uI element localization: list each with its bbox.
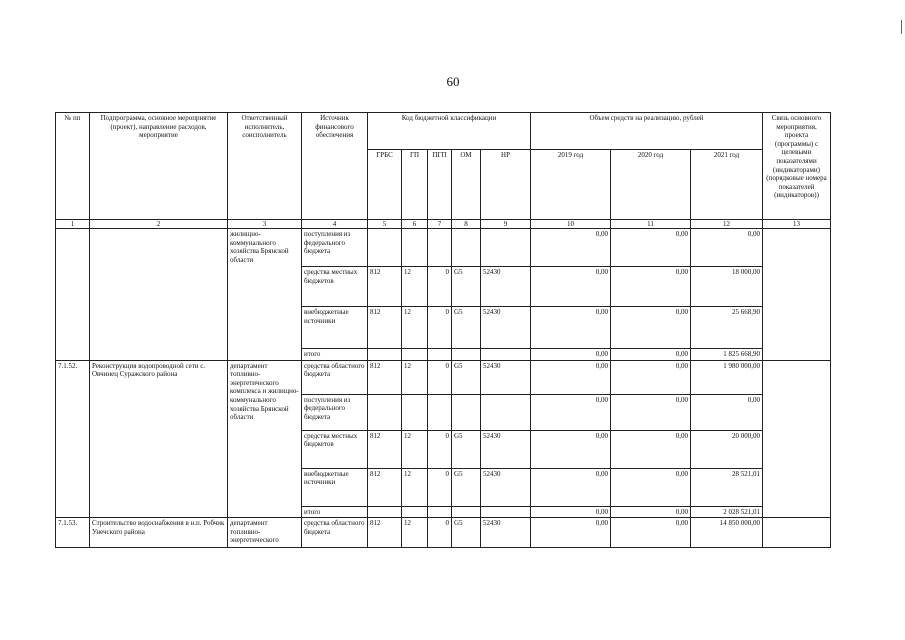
grbs-cell: 812: [368, 267, 402, 307]
scan-edge-mark: [901, 20, 902, 34]
column-number: 5: [368, 220, 402, 229]
header-name: Подпрограмма, основное мероприятие (проект), направление расходов, мероприятие: [90, 113, 228, 220]
empty-cell: [402, 506, 428, 518]
row-name-cell: Реконструкция водопроводной сети с. Овчинец Суражского района: [90, 360, 228, 518]
indicator-link-cell: [763, 229, 831, 361]
nr-cell: 52430: [481, 267, 531, 307]
column-number: 8: [452, 220, 481, 229]
om-cell: G5: [452, 430, 481, 468]
column-number: 9: [481, 220, 531, 229]
indicator-link-cell: [763, 360, 831, 518]
grbs-cell: 812: [368, 468, 402, 506]
value-2020: 0,00: [611, 229, 691, 267]
source-cell: поступления из федерального бюджета: [302, 394, 368, 430]
responsible-cell: департамент топливно-энергетического: [228, 518, 302, 548]
om-cell: G5: [452, 468, 481, 506]
column-number: 10: [531, 220, 611, 229]
gp-cell: 12: [402, 307, 428, 349]
pgp-cell: 0: [428, 468, 452, 506]
value-2021: 18 000,00: [691, 267, 763, 307]
column-number: 6: [402, 220, 428, 229]
total-2021: 1 825 668,90: [691, 349, 763, 361]
column-number: 13: [763, 220, 831, 229]
value-2019: 0,00: [531, 307, 611, 349]
row-num-cell: [56, 229, 90, 361]
total-2021: 2 028 521,01: [691, 506, 763, 518]
total-2019: 0,00: [531, 349, 611, 361]
header-nr: НР: [481, 150, 531, 220]
column-number: 1: [56, 220, 90, 229]
header-year-2021: 2021 год: [691, 150, 763, 220]
total-label: итого: [302, 506, 368, 518]
header-year-2020: 2020 год: [611, 150, 691, 220]
gp-cell: [402, 229, 428, 267]
column-number: 12: [691, 220, 763, 229]
header-indicator-link: Связь основного мероприятия, проекта (программы) с целевыми показателями (индикаторами) (порядковые номера показателей (индикаторов)): [763, 113, 831, 220]
source-cell: средства местных бюджетов: [302, 267, 368, 307]
table-row: [56, 360, 831, 394]
value-2020: 0,00: [611, 468, 691, 506]
pgp-cell: 0: [428, 267, 452, 307]
pgp-cell: 0: [428, 307, 452, 349]
gp-cell: [402, 394, 428, 430]
header-gp: ГП: [402, 150, 428, 220]
grbs-cell: 812: [368, 518, 402, 548]
header-row: [56, 113, 831, 150]
value-2021: 25 668,90: [691, 307, 763, 349]
om-cell: G5: [452, 307, 481, 349]
value-2021: 14 850 000,00: [691, 518, 763, 548]
source-cell: средства местных бюджетов: [302, 430, 368, 468]
source-cell: средства областного бюджета: [302, 360, 368, 394]
row-name-cell: [90, 229, 228, 361]
nr-cell: 52430: [481, 468, 531, 506]
value-2021: 0,00: [691, 394, 763, 430]
om-cell: G5: [452, 518, 481, 548]
value-2019: 0,00: [531, 229, 611, 267]
empty-cell: [368, 506, 402, 518]
empty-cell: [452, 349, 481, 361]
om-cell: [452, 394, 481, 430]
nr-cell: [481, 394, 531, 430]
value-2020: 0,00: [611, 267, 691, 307]
header-om: ОМ: [452, 150, 481, 220]
empty-cell: [481, 349, 531, 361]
row-num-cell: 7.1.53.: [56, 518, 90, 548]
gp-cell: 12: [402, 518, 428, 548]
pgp-cell: [428, 394, 452, 430]
header-pgp: ПГП: [428, 150, 452, 220]
gp-cell: 12: [402, 267, 428, 307]
source-cell: поступления из федерального бюджета: [302, 229, 368, 267]
row-num-cell: 7.1.52.: [56, 360, 90, 518]
grbs-cell: [368, 229, 402, 267]
empty-cell: [452, 506, 481, 518]
pgp-cell: 0: [428, 430, 452, 468]
value-2021: 0,00: [691, 229, 763, 267]
empty-cell: [428, 506, 452, 518]
header-budget-code: Код бюджетной классификации: [368, 113, 531, 150]
gp-cell: 12: [402, 430, 428, 468]
value-2019: 0,00: [531, 468, 611, 506]
om-cell: G5: [452, 360, 481, 394]
value-2020: 0,00: [611, 394, 691, 430]
header-responsible: Ответственный исполнитель, соисполнитель: [228, 113, 302, 220]
grbs-cell: 812: [368, 360, 402, 394]
column-number: 11: [611, 220, 691, 229]
header-volume: Объем средств на реализацию, рублей: [531, 113, 763, 150]
value-2019: 0,00: [531, 360, 611, 394]
om-cell: G5: [452, 267, 481, 307]
column-number: 3: [228, 220, 302, 229]
value-2021: 20 000,00: [691, 430, 763, 468]
value-2020: 0,00: [611, 360, 691, 394]
total-2020: 0,00: [611, 349, 691, 361]
header-grbs: ГРБС: [368, 150, 402, 220]
budget-table: [55, 112, 831, 548]
nr-cell: [481, 229, 531, 267]
value-2020: 0,00: [611, 307, 691, 349]
header-source: Источник финансового обеспечения: [302, 113, 368, 220]
column-number: 2: [90, 220, 228, 229]
column-number-row: [56, 220, 831, 229]
gp-cell: 12: [402, 360, 428, 394]
value-2020: 0,00: [611, 430, 691, 468]
row-name-cell: Строительство водоснабжения в н.п. Робчик Унечского района: [90, 518, 228, 548]
total-label: итого: [302, 349, 368, 361]
column-number: 7: [428, 220, 452, 229]
value-2020: 0,00: [611, 518, 691, 548]
gp-cell: 12: [402, 468, 428, 506]
grbs-cell: [368, 394, 402, 430]
source-cell: внебюджетные источники: [302, 468, 368, 506]
header-year-2019: 2019 год: [531, 150, 611, 220]
pgp-cell: 0: [428, 518, 452, 548]
grbs-cell: 812: [368, 430, 402, 468]
empty-cell: [402, 349, 428, 361]
value-2019: 0,00: [531, 267, 611, 307]
column-number: 4: [302, 220, 368, 229]
table-row: [56, 229, 831, 267]
total-2019: 0,00: [531, 506, 611, 518]
value-2021: 1 980 000,00: [691, 360, 763, 394]
total-2020: 0,00: [611, 506, 691, 518]
pgp-cell: 0: [428, 360, 452, 394]
nr-cell: 52430: [481, 518, 531, 548]
header-num: № пп: [56, 113, 90, 220]
grbs-cell: 812: [368, 307, 402, 349]
source-cell: внебюджетные источники: [302, 307, 368, 349]
nr-cell: 52430: [481, 430, 531, 468]
value-2021: 28 521,01: [691, 468, 763, 506]
source-cell: средства областного бюджета: [302, 518, 368, 548]
responsible-cell: департамент топливно-энергетического комплекса и жилищно-коммунального хозяйства Брянской области: [228, 360, 302, 518]
nr-cell: 52430: [481, 307, 531, 349]
value-2019: 0,00: [531, 518, 611, 548]
table-row: [56, 518, 831, 548]
value-2019: 0,00: [531, 430, 611, 468]
empty-cell: [481, 506, 531, 518]
page-number: 60: [446, 74, 460, 89]
empty-cell: [368, 349, 402, 361]
empty-cell: [428, 349, 452, 361]
pgp-cell: [428, 229, 452, 267]
responsible-cell: жилищно-коммунального хозяйства Брянской области: [228, 229, 302, 361]
nr-cell: 52430: [481, 360, 531, 394]
value-2019: 0,00: [531, 394, 611, 430]
om-cell: [452, 229, 481, 267]
indicator-link-cell: [763, 518, 831, 548]
